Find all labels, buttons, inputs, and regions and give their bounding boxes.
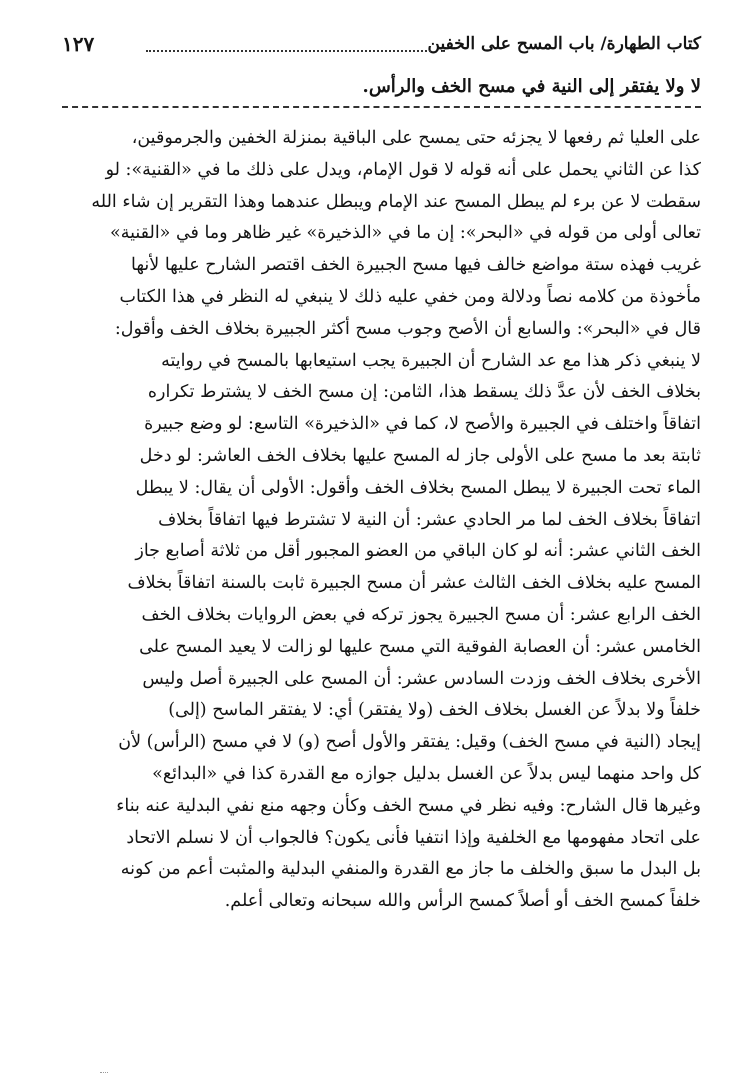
text-line: الخف الثاني عشر: أنه لو كان الباقي من العضو المجبور أقل من ثلاثة أصابع جاز xyxy=(135,541,701,562)
text-line: الماء تحت الجبيرة لا يبطل المسح بخلاف الخف وأقول: الأولى أن يقال: لا يبطل xyxy=(135,477,701,498)
text-line: قال في «البحر»: والسابع أن الأصح وجوب مسح أكثر الجبيرة بخلاف الخف وأقول: xyxy=(114,318,701,339)
text-line: على العليا ثم رفعها لا يجزئه حتى يمسح على الباقية بمنزلة الخفين والجرموقين، xyxy=(131,128,701,148)
commentary-body xyxy=(62,123,701,918)
text-line: بل البدل ما سبق والخلف ما جاز مع القدرة والمنفي البدلية والمثبت أعم من كونه xyxy=(120,859,701,880)
text-line: لا ينبغي ذكر هذا مع عد الشارح أن الجبيرة يجب استيعابها بالمسح في روايته xyxy=(161,350,701,371)
dashed-separator xyxy=(62,106,701,108)
text-line: الخامس عشر: أن العصابة الفوقية التي مسح عليها لو زالت لا يعيد المسح على xyxy=(139,636,701,657)
text-line: سقطت لا عن برء لم يبطل المسح عند الإمام ويبطل عندهما وهذا التقرير إن شاء الله xyxy=(91,191,701,212)
text-line: اتفاقاً بخلاف الخف لما مر الحادي عشر: أن النية لا تشترط فيها اتفاقاً بخلاف xyxy=(158,509,701,530)
text-line: وغيرها قال الشارح: وفيه نظر في مسح الخف وكأن وجهه منع نفي البدلية عنه بناء xyxy=(116,795,701,816)
text-line: كل واحد منهما ليس بدلاً عن الغسل بدليل جوازه مع القدرة كذا في «البدائع» xyxy=(152,763,701,784)
page-number: ١٢٧ xyxy=(62,32,95,56)
text-line: ثابتة بعد ما مسح على الأولى جاز له المسح عليها بخلاف الخف العاشر: لو دخل xyxy=(139,445,701,466)
text-line: مأخوذة من كلامه نصاً ودلالة ومن خفي عليه ذلك لا ينبغي له النظر في هذا الكتاب xyxy=(119,286,701,307)
text-line: إيجاد (النية في مسح الخف) وقيل: يفتقر والأول أصح (و) لا في مسح (الرأس) لأن xyxy=(118,732,701,753)
matn-text: لا ولا يفتقر إلى النية في مسح الخف والرأس. xyxy=(362,76,701,97)
text-line: بخلاف الخف لأن عدَّ ذلك يسقط هذا، الثامن: إن مسح الخف لا يشترط تكراره xyxy=(147,382,701,403)
text-line: اتفاقاً واختلف في الجبيرة والأصح لا، كما في «الذخيرة» التاسع: لو وضع جبيرة xyxy=(144,414,701,435)
page-header xyxy=(62,26,701,66)
text-line: غريب فهذه ستة مواضع خالف فيها مسح الجبيرة الخف اقتصر الشارح عليها لأنها xyxy=(131,255,701,276)
bottom-mark xyxy=(100,1072,108,1075)
running-title: كتاب الطهارة/ باب المسح على الخفين xyxy=(427,34,701,54)
text-line: المسح عليه بخلاف الخف الثالث عشر أن مسح الجبيرة ثابت بالسنة اتفاقاً بخلاف xyxy=(127,573,701,594)
text-line: الخف الرابع عشر: أن مسح الجبيرة يجوز تركه في بعض الروايات بخلاف الخف xyxy=(141,604,701,625)
text-line: خلفاً ولا بدلاً عن الغسل بخلاف الخف (ولا يفتقر) أي: لا يفتقر الماسح (إلى) xyxy=(168,700,701,721)
text-line: كذا عن الثاني يحمل على أنه قوله لا قول الإمام، ويدل على ذلك ما في «القنية»: لو xyxy=(105,159,701,180)
text-line: الأخرى بخلاف الخف وزدت السادس عشر: أن المسح على الجبيرة أصل وليس xyxy=(142,668,701,689)
dotted-leader xyxy=(146,50,431,52)
text-line: خلفاً كمسح الخف أو أصلاً كمسح الرأس والله سبحانه وتعالى أعلم. xyxy=(224,891,701,912)
text-line: تعالى أولى من قوله في «البحر»: إن ما في «الذخيرة» غير ظاهر وما في «القنية» xyxy=(109,223,701,244)
text-line: على اتحاد مفهومها مع الخلفية وإذا انتفيا فأنى يكون؟ فالجواب أن لا نسلم الاتحاد xyxy=(126,827,701,848)
